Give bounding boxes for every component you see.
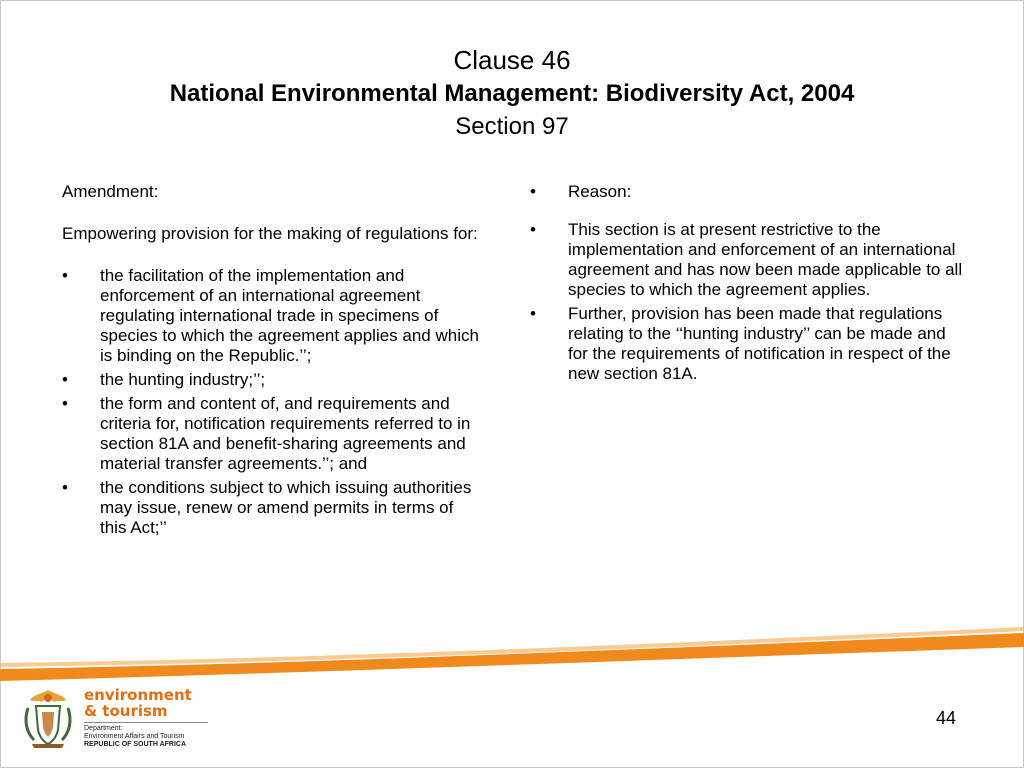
coat-of-arms-icon	[18, 686, 78, 750]
bullet-icon: •	[62, 394, 68, 413]
logo-name-line2: & tourism	[84, 702, 168, 720]
bullet-icon: •	[530, 304, 536, 323]
orange-swoosh-divider	[0, 625, 1024, 685]
list-item	[62, 394, 482, 474]
reason-list	[530, 182, 970, 384]
page-number: 44	[936, 708, 957, 728]
reason-heading: Reason:	[568, 182, 632, 201]
list-item	[530, 220, 970, 300]
amendment-intro: Empowering provision for the making of regulations for:	[62, 224, 478, 243]
bullet-icon: •	[530, 182, 536, 201]
list-item-text: the form and content of, and requirements and criteria for, notification requirements referred to in section 81A and benefit-sharing agreements and material transfer agreements.’’; and	[100, 394, 471, 473]
logo-department-text	[84, 725, 186, 749]
list-item	[62, 266, 482, 366]
logo-name-line1: environment	[84, 686, 192, 704]
bullet-icon: •	[530, 220, 536, 239]
bullet-icon: •	[62, 370, 68, 389]
bullet-icon: •	[62, 478, 68, 497]
bullet-icon: •	[62, 266, 68, 285]
department-logo	[18, 686, 218, 754]
title-act: National Environmental Management: Biodiversity Act, 2004	[169, 80, 855, 107]
logo-dept-line3	[84, 741, 186, 749]
list-item-text: This section is at present restrictive to the implementation and enforcement of an international agreement and has now been made applicable to all species to which the agreement applies.	[568, 220, 963, 299]
slide-title	[0, 44, 1024, 143]
swoosh-band	[0, 633, 1024, 681]
list-item-text: Further, provision has been made that regulations relating to the ‘‘hunting industry’’ can be made and for the requirements of notification in respect of the new section 81A.	[568, 304, 951, 383]
amendment-heading: Amendment:	[62, 182, 159, 201]
logo-divider	[84, 722, 208, 723]
list-item	[62, 478, 482, 538]
amendment-column	[62, 182, 482, 542]
logo-dept-line2: Environment Affairs and Tourism	[84, 733, 185, 740]
title-clause: Clause 46	[453, 45, 571, 75]
list-item-text: the conditions subject to which issuing authorities may issue, renew or amend permits in terms of this Act;’’	[100, 478, 472, 537]
list-item	[530, 182, 970, 202]
logo-dept-line1: Department:	[84, 725, 123, 732]
list-item-text: the hunting industry;’’;	[100, 370, 266, 389]
logo-wordmark	[84, 687, 192, 719]
amendment-list	[62, 266, 482, 538]
list-item	[530, 304, 970, 384]
list-item-text: the facilitation of the implementation and enforcement of an international agreement regulating international trade in specimens of species to which the agreement applies and which is binding on the Republic.’’;	[100, 266, 479, 365]
list-item	[62, 370, 482, 390]
logo-country: REPUBLIC OF SOUTH AFRICA	[84, 741, 187, 748]
reason-column	[530, 182, 970, 402]
title-section: Section 97	[455, 113, 569, 140]
